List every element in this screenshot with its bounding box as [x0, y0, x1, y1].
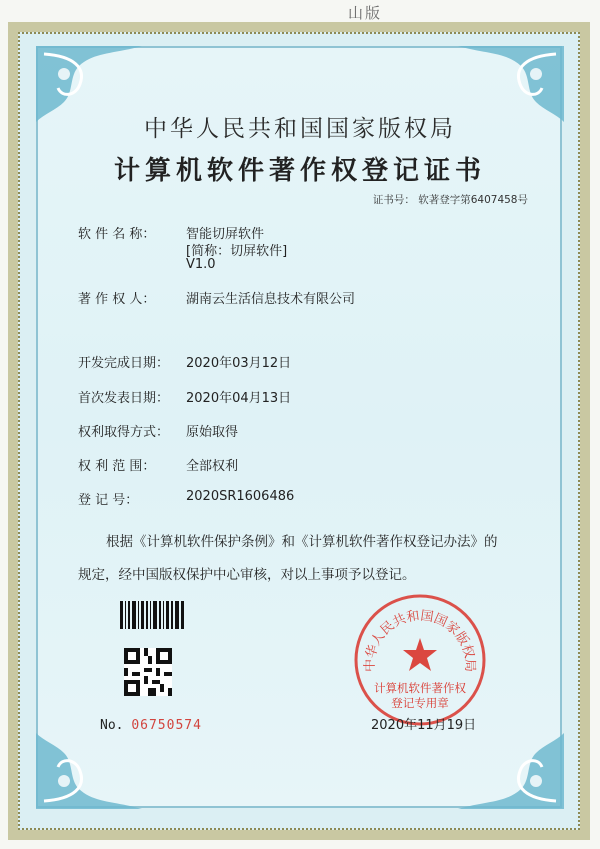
serial-number [100, 718, 202, 733]
handwritten-note: 山版 [348, 4, 383, 22]
seal-arc-text: 中华人民共和国国家版权局 [362, 608, 478, 673]
field-label: 权利取得方式： [78, 425, 170, 440]
corner-ornament-bottom-right [456, 731, 566, 811]
field-value: 湖南云生活信息技术有限公司 [186, 292, 356, 307]
corner-ornament-bottom-left [34, 731, 144, 811]
qr-code [124, 648, 172, 696]
field-acquisition-method [78, 421, 239, 440]
field-value: 2020年03月12日 [186, 356, 292, 371]
serial-value: 06750574 [131, 718, 202, 733]
software-version: V1.0 [186, 257, 216, 272]
field-label: 著 作 权 人： [78, 292, 156, 307]
certificate-number: 证书号： 软著登字第6407458号 [372, 194, 528, 206]
certificate-title: 计算机软件著作权登记证书 [113, 156, 486, 186]
field-label: 开发完成日期： [78, 356, 170, 371]
software-short-name: [简称：切屏软件] [186, 244, 288, 259]
serial-prefix: No. [100, 718, 124, 733]
field-label: 权 利 范 围： [78, 459, 156, 474]
field-value: 2020SR1606486 [186, 489, 295, 504]
field-development-date [78, 352, 292, 371]
field-value: 原始取得 [186, 425, 239, 440]
field-rights-scope [78, 455, 239, 474]
field-owner [78, 288, 356, 307]
field-value: 智能切屏软件 [186, 227, 265, 242]
field-software-name [78, 223, 265, 242]
field-value: 2020年04月13日 [186, 391, 292, 406]
barcode [120, 601, 184, 629]
official-seal [352, 592, 488, 728]
seal-line-2: 登记专用章 [391, 696, 449, 710]
issuer-name: 中华人民共和国国家版权局 [144, 116, 456, 142]
field-label: 登 记 号： [78, 493, 139, 508]
field-registration-number [78, 489, 295, 508]
field-label: 软 件 名 称： [78, 227, 156, 242]
field-publication-date [78, 387, 292, 406]
statement-line-2: 规定，经中国版权保护中心审核，对以上事项予以登记。 [78, 567, 416, 583]
seal-line-1: 计算机软件著作权 [374, 681, 466, 695]
issue-date: 2020年11月19日 [371, 718, 477, 733]
statement-line-1: 根据《计算机软件保护条例》和《计算机软件著作权登记办法》的 [106, 534, 498, 550]
field-label: 首次发表日期： [78, 391, 170, 406]
field-value: 全部权利 [186, 459, 239, 474]
